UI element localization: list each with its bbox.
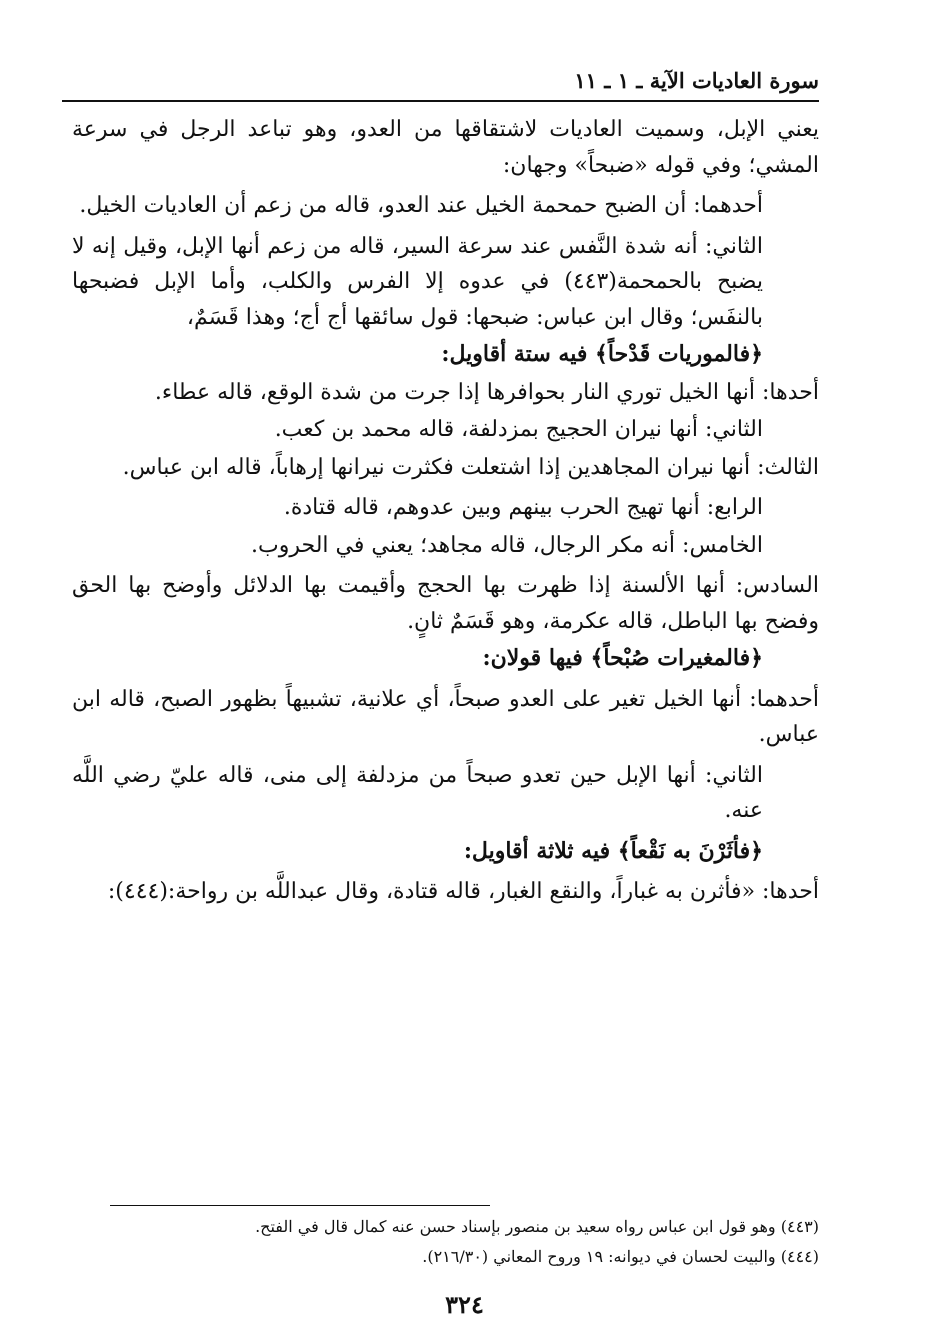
- main-text: [72, 112, 819, 915]
- running-header: سورة العاديات الآية ـ ١ ـ ١١: [574, 68, 819, 93]
- paragraph: أحدهما: أن الضبح حمحمة الخيل عند العدو، قاله من زعم أن العاديات الخيل.: [79, 193, 763, 218]
- paragraph: الرابع: أنها تهيج الحرب بينهم وبين عدوهم، قاله قتادة.: [283, 495, 763, 520]
- paragraph: الخامس: أنه مكر الرجال، قاله مجاهد؛ يعني في الحروب.: [251, 532, 763, 558]
- paragraph: الثالث: أنها نيران المجاهدين إذا اشتعلت فكثرت نيرانها إرهاباً، قاله ابن عباس.: [122, 454, 819, 480]
- paragraph: السادس: أنها الألسنة إذا ظهرت بها الحجج وأقيمت بها الدلائل وأوضح بها الحق وفضح بها الباطل، قاله عكرمة، وهو قَسَمٌ ثانٍ.: [72, 573, 819, 634]
- footnotes: [72, 1212, 819, 1272]
- paragraph: الثاني: أنه شدة النَّفس عند سرعة السير، قاله من زعم أنها الإبل، وقيل إنه لا يضبح بالحمحمة(٤٤٣) في عدوه إلا الفرس والكلب، وأما الإبل فضبحها بالنفَس؛ وقال ابن عباس: ضبحها: قول سائقها أج أج؛ وهذا قَسَمٌ،: [72, 233, 763, 330]
- paragraph: أحدهما: أنها الخيل تغير على العدو صبحاً، أي علانية، تشبيهاً بظهور الصبح، قاله ابن عباس.: [72, 686, 819, 747]
- verse-heading: ﴿فالمغيرات صُبْحاً﴾ فيها قولان:: [482, 645, 763, 671]
- paragraph: أحدها: أنها الخيل توري النار بحوافرها إذا جرت من شدة الوقع، قاله عطاء.: [154, 379, 819, 405]
- paragraph: الثاني: أنها نيران الحجيج بمزدلفة، قاله محمد بن كعب.: [274, 417, 763, 442]
- paragraph: الثاني: أنها الإبل حين تعدو صبحاً من مزدلفة إلى منى، قاله عليّ رضي اللَّه عنه.: [72, 762, 763, 823]
- paragraph: يعني الإبل، وسميت العاديات لاشتقاقها من العدو، وهو تباعد الرجل في سرعة المشي؛ وفي قوله «ضبحاً» وجهان:: [72, 117, 819, 178]
- verse-heading: ﴿فالموريات قَدْحاً﴾ فيه ستة أقاويل:: [441, 341, 763, 367]
- footnote-443: (٤٤٣) وهو قول ابن عباس رواه سعيد بن منصور بإسناد حسن عنه كمال قال في الفتح.: [255, 1217, 819, 1236]
- page-number: ٣٢٤: [445, 1290, 484, 1319]
- footnote-444: (٤٤٤) والبيت لحسان في ديوانه: ١٩ وروح المعاني (٢١٦/٣٠).: [422, 1247, 819, 1266]
- paragraph: أحدها: «فأثرن به غباراً، والنقع الغبار، قاله قتادة، وقال عبداللَّه بن رواحة:(٤٤٤):: [107, 879, 819, 904]
- verse-heading: ﴿فأثَرْنَ به نَقْعاً﴾ فيه ثلاثة أقاويل:: [463, 837, 763, 864]
- footnote-rule: [110, 1205, 490, 1206]
- header-rule: [62, 100, 819, 102]
